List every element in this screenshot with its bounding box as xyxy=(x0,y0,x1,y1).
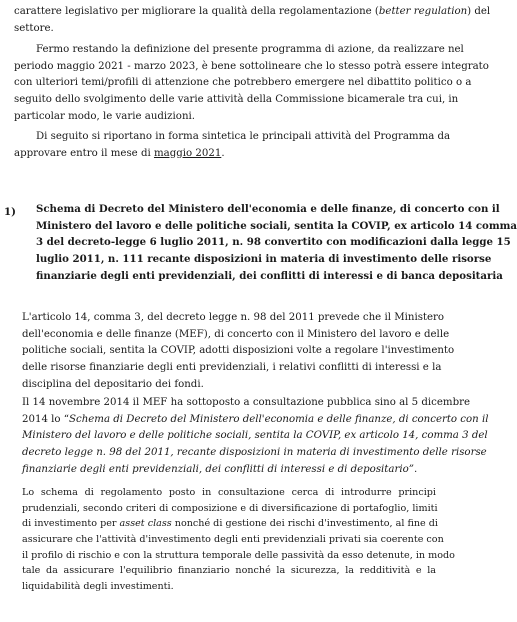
text-line: seguito dello svolgimento delle varie attività della Commissione bicamerale tra cui, in xyxy=(14,94,459,106)
text-line: particolar modo, le varie audizioni. xyxy=(14,110,196,122)
text-line: Il 14 novembre 2014 il MEF ha sottoposto a consultazione pubblica sino al 5 dicembre xyxy=(22,397,470,408)
italic-term: better regulation xyxy=(378,6,468,17)
text-line: carattere legislativo per migliorare la qualità della regolamentazione (better regulation) del xyxy=(14,6,491,17)
text-line: con ulteriori temi/profili di attenzione che potrebbero emergere nel dibattito politico o a xyxy=(14,77,472,89)
item-heading xyxy=(36,201,517,284)
underlined-date: maggio 2021 xyxy=(153,147,222,159)
text-line: assicurare che l'attività d'investimento degli enti previdenziali privati sia coerente con xyxy=(22,534,444,546)
text-line: il profilo di rischio e con la struttura temporale delle passività da esso detenute, in modo xyxy=(22,549,455,561)
text-line: decreto legge n. 98 del 2011, recante disposizioni in materia di investimento delle risorse xyxy=(22,447,487,459)
item-body-paragraph-3 xyxy=(22,485,455,595)
text-line: politiche sociali, sentita la COVIP, adotti disposizioni volte a regolare l'investimento xyxy=(22,345,455,357)
text-line: Di seguito si riportano in forma sintetica le principali attività del Programma da xyxy=(36,131,451,142)
text-line: liquidabilità degli investimenti. xyxy=(22,581,174,593)
heading-line: 3 del decreto-legge 6 luglio 2011, n. 98 convertito con modificazioni dalla legge 15 xyxy=(36,236,511,249)
item-body-paragraph-1 xyxy=(22,310,455,393)
text-line: tale da assicurare l'equilibrio finanziario nonché la sicurezza, la redditività e la xyxy=(22,565,436,577)
intro-paragraph-1 xyxy=(14,4,491,37)
text-line: approvare entro il mese di maggio 2021. xyxy=(14,147,225,159)
text-line: periodo maggio 2021 - marzo 2023, è bene sottolineare che lo stesso potrà essere integrato xyxy=(14,60,489,72)
italic-quote: Schema di Decreto del Ministero dell'economia e delle finanze, di concerto con il xyxy=(69,413,489,425)
text-line: L'articolo 14, comma 3, del decreto legge n. 98 del 2011 prevede che il Ministero xyxy=(22,312,445,323)
heading-line: Ministero del lavoro e delle politiche sociali, sentita la COVIP, ex articolo 14 comma xyxy=(36,219,517,232)
text-line: delle risorse finanziarie degli enti previdenziali, i relativi conflitti di interessi e la xyxy=(22,362,442,374)
text-line: dell'economia e delle finanze (MEF), di concerto con il Ministero del lavoro e delle xyxy=(22,328,450,340)
text-line: prudenziali, secondo criteri di composizione e di diversificazione di portafoglio, limiti xyxy=(22,502,438,514)
text-line: 2014 lo “Schema di Decreto del Ministero dell'economia e delle finanze, di concerto con il xyxy=(22,413,489,425)
text-line: Lo schema di regolamento posto in consultazione cerca di introdurre principi xyxy=(22,487,436,498)
italic-term: asset class xyxy=(119,518,172,530)
text-line: disciplina del depositario dei fondi. xyxy=(22,378,204,390)
text-line: Ministero del lavoro e delle politiche sociali, sentita la COVIP, ex articolo 14, comma 3 del xyxy=(22,430,488,442)
text-line: finanziarie degli enti previdenziali, dei conflitti di interessi e di depositario”. xyxy=(22,463,418,475)
item-number: 1) xyxy=(4,206,16,218)
heading-line: finanziarie degli enti previdenziali, dei conflitti di interessi e di banca depositaria xyxy=(36,269,503,282)
heading-line: Schema di Decreto del Ministero dell'economia e delle finanze, di concerto con il xyxy=(36,203,500,215)
intro-paragraph-2 xyxy=(14,42,489,125)
text-line: settore. xyxy=(14,22,54,34)
text-line: di investimento per asset class nonché di gestione dei rischi d'investimento, al fine di xyxy=(22,518,438,530)
intro-paragraph-3 xyxy=(14,129,451,162)
heading-line: luglio 2011, n. 111 recante disposizioni in materia di investimento delle risorse xyxy=(36,253,492,266)
item-body-paragraph-2 xyxy=(22,395,489,478)
text-line: Fermo restando la definizione del presente programma di azione, da realizzare nel xyxy=(36,44,464,55)
